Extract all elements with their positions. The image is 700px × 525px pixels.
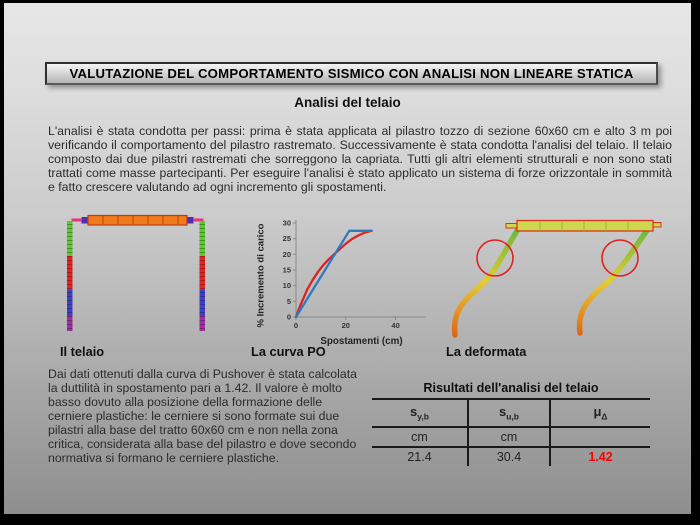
svg-text:5: 5	[286, 296, 291, 306]
table-units-row	[372, 427, 650, 447]
unit-cell: cm	[372, 427, 468, 447]
value-s-ub: 30.4	[468, 447, 550, 466]
results-table	[372, 398, 650, 466]
svg-text:10: 10	[282, 281, 291, 291]
svg-text:0: 0	[286, 312, 291, 322]
conclusion-paragraph: Dai dati ottenuti dalla curva di Pushover è stata calcolata la duttilità in spostamento pari a 1.42. Il valore è molto basso dovuto alla posizione della formazione delle cerniere plastiche: le cerniere si sono formate sui due pilastri alla base del tratto 60x60 cm e non nella zona critica, considerata alla base del pilastro e dove secondo normativa si formano le cerniere plastiche.	[48, 367, 357, 465]
header-s-yb: $s_{y,b}$	[372, 399, 468, 427]
deformed-beam	[517, 221, 653, 232]
unit-cell	[550, 427, 650, 447]
slide-title: VALUTAZIONE DEL COMPORTAMENTO SISMICO CON ANALISI NON LINEARE STATICA	[69, 66, 634, 81]
svg-text:20: 20	[282, 249, 291, 259]
svg-text:0: 0	[293, 321, 299, 330]
frame-model-figure	[55, 213, 215, 341]
table-title: Risultati dell'analisi del telaio	[423, 381, 599, 395]
header-s-ub: $s_{u,b}$	[468, 399, 550, 427]
value-mu-delta: 1.42	[550, 447, 650, 466]
beam-connector-left	[72, 219, 83, 222]
deformed-column-right	[580, 229, 648, 333]
svg-text:25: 25	[282, 234, 291, 244]
intro-paragraph: L'analisi è stata condotta per passi: prima è stata applicata al pilastro tozzo di sezione 60x60 cm e alto 3 m poi verificando il comportamento del pilastro rastremato. Successivamente è stata condotta l'analisi del telaio. Il telaio composto dai due pilastri rastremati che sorreggono la capriata. Tutti gli altri elementi strutturali e non sono stati trattati come masse partecipanti. Per eseguire l'analisi è stato applicato un sistema di forze orizzontale in sommità e fatto crescere valutando ad ogni incremento gli spostamenti.	[48, 124, 672, 194]
unit-cell: cm	[468, 427, 550, 447]
slide-title-bar	[45, 62, 658, 85]
svg-text:30: 30	[282, 218, 291, 228]
table-values-row	[372, 447, 650, 466]
table-header-row	[372, 399, 650, 427]
chart-x-axis-label: Spostamenti (cm)	[320, 336, 403, 347]
results-block	[372, 381, 650, 466]
value-s-yb: 21.4	[407, 449, 432, 464]
deformed-shape-figure	[440, 208, 695, 346]
slide-subtitle: Analisi del telaio	[294, 95, 401, 110]
header-mu-delta: $\mu_\Delta$	[550, 399, 650, 427]
deformed-figure-caption: La deformata	[446, 344, 527, 359]
pushover-chart	[274, 215, 434, 337]
curve-figure-caption: La curva PO	[251, 344, 326, 359]
frame-figure-caption: Il telaio	[60, 344, 105, 359]
presentation-slide	[4, 3, 691, 514]
svg-text:20: 20	[341, 321, 350, 330]
chart-y-axis-label: % Incremento di carico	[255, 223, 267, 328]
svg-text:40: 40	[391, 321, 400, 330]
svg-text:15: 15	[282, 265, 291, 275]
